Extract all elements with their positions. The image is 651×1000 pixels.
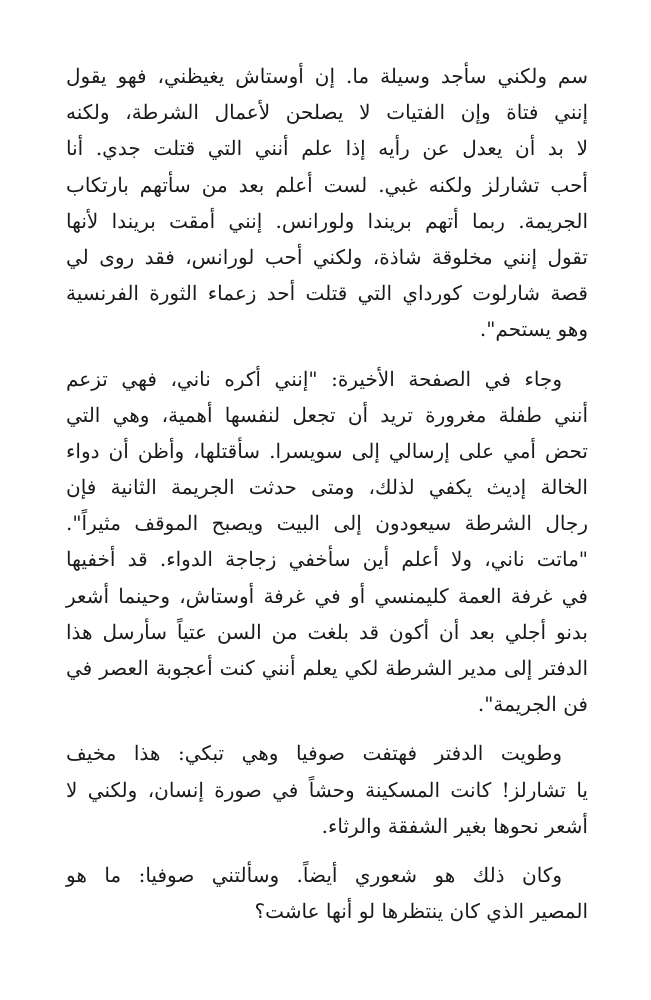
text-line: الجريمة. ربما أتهم بريندا ولورانس. إنني أمقت بريندا لأنها [66, 208, 588, 233]
text-line: يا تشارلز! كانت المسكينة وحشاً في صورة إنسان، ولكني لا [66, 777, 588, 802]
paragraph-1 [66, 58, 588, 348]
text-line: قصة شارلوت كورداي التي قتلت أحد زعماء الثورة الفرنسية [66, 281, 588, 306]
text-line: أحب تشارلز ولكنه غبي. لست أعلم بعد من سأتهم بارتكاب [66, 172, 588, 197]
text-line: بدنو أجلي بعد أن أكون قد بلغت من السن عتياً سأرسل هذا [66, 619, 588, 644]
text-line: الدفتر إلى مدير الشرطة لكي يعلم أنني كنت أعجوبة العصر في [66, 656, 589, 680]
text-line: أشعر نحوها بغير الشفقة والرثاء. [321, 813, 588, 838]
book-page [66, 58, 588, 942]
paragraph-4 [66, 857, 588, 929]
text-line: وجاء في الصفحة الأخيرة: "إنني أكره ناني، فهي تزعم [66, 366, 562, 391]
text-line: إنني فتاة وإن الفتيات لا يصلحن لأعمال الشرطة، ولكنه [66, 100, 588, 125]
text-line: وطويت الدفتر فهتفت صوفيا وهي تبكي: هذا مخيف [66, 741, 562, 766]
text-line: سم ولكني سأجد وسيلة ما. إن أوستاش يغيظني، فهو يقول [66, 64, 588, 88]
text-line: وكان ذلك هو شعوري أيضاً. وسألتني صوفيا: ما هو [66, 862, 562, 887]
text-line: المصير الذي كان ينتظرها لو أنها عاشت؟ [254, 899, 588, 924]
paragraph-2 [66, 361, 588, 723]
text-line: لا بد أن يعدل عن رأيه إذا علم أنني التي قتلت جدي. أنا [66, 136, 588, 161]
text-line: أنني طفلة مغرورة تريد أن تجعل لنفسها أهمية، وهي التي [66, 402, 588, 427]
paragraph-3 [66, 735, 588, 844]
text-line: رجال الشرطة سيعودون إلى البيت ويصبح الموقف مثيراً". [66, 511, 588, 536]
text-line: وهو يستحم". [479, 317, 588, 342]
text-line: تحض أمي على إرسالي إلى سويسرا. سأقتلها، وأظن أن دواء [66, 438, 588, 463]
text-line: الخالة إديث يكفي لذلك، ومتى حدثت الجريمة الثانية فإن [66, 475, 588, 500]
text-line: فن الجريمة". [477, 692, 588, 717]
text-line: في غرفة العمة كليمنسي أو في غرفة أوستاش، وحينما أشعر [66, 583, 588, 608]
text-line: "ماتت ناني، ولا أعلم أين سأخفي زجاجة الدواء. قد أخفيها [66, 547, 588, 572]
text-line: تقول إنني مخلوقة شاذة، ولكني أحب لورانس، فقد روى لي [66, 244, 588, 269]
